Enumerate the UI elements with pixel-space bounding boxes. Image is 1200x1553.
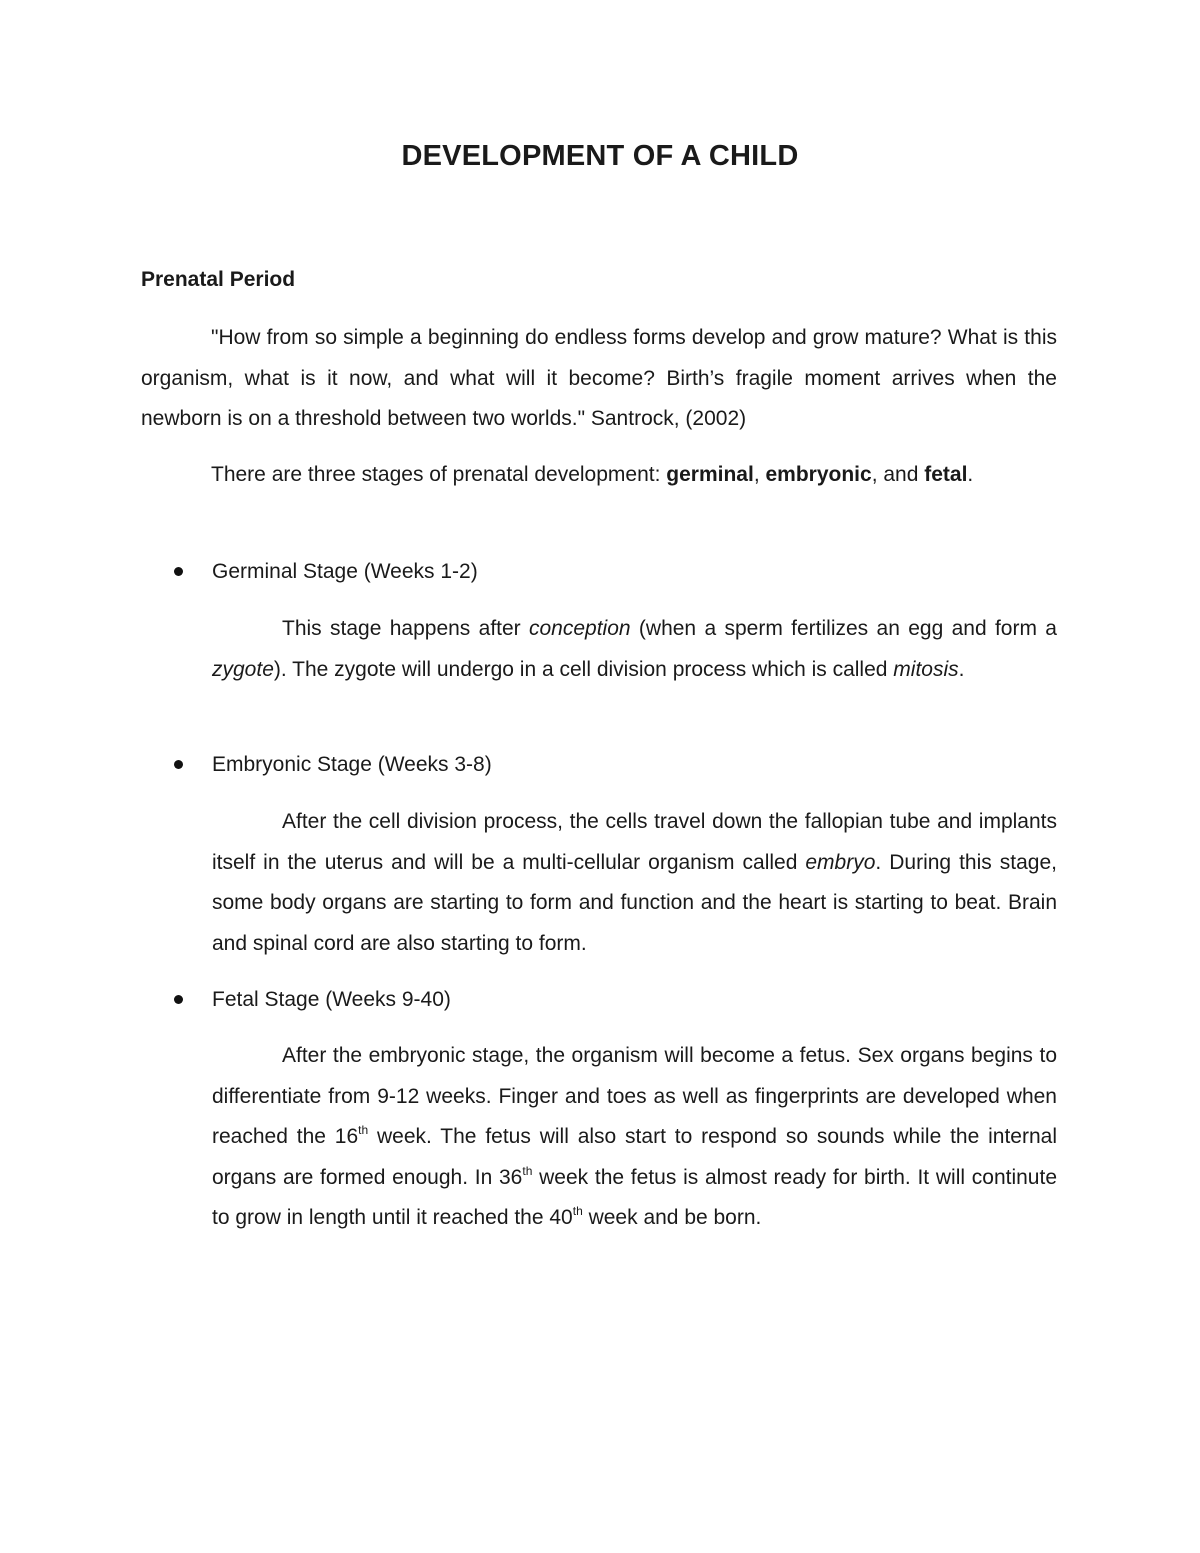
opening-quote — [141, 318, 1057, 440]
germinal-description — [212, 609, 1057, 690]
bullet-dot-icon — [174, 760, 183, 769]
embryonic-text-2: . During this stage, some body organs are starting to form and function and the heart is starting to beat. Brain and spinal cord are also starting to form. — [212, 850, 1057, 955]
term-mitosis: mitosis — [893, 657, 959, 681]
germinal-text-1: This stage happens after — [282, 617, 529, 640]
embryonic-text-1: After the cell division process, the cells travel down the fallopian tube and implants itself in the uterus and will be a multi-cellular organism called — [212, 810, 1057, 874]
ordinal-suffix: th — [522, 1163, 533, 1178]
fetal-text-4: week and be born. — [582, 1206, 762, 1229]
section-heading: Prenatal Period — [141, 268, 296, 291]
embryonic-description — [212, 802, 1057, 964]
germinal-text-4: . — [958, 657, 965, 681]
intro-paragraph — [141, 455, 1057, 496]
fetal-text-1: After the embryonic stage, the organism will become a fetus. Sex organs begins to differentiate from 9-12 weeks. Finger and toes as well as fingerprints are developed when reached the 16 — [212, 1044, 1057, 1148]
term-zygote: zygote — [212, 657, 274, 681]
quote-text: "How from so simple a beginning do endless forms develop and grow mature? What is this organism, what is it now, and what will it become? Birth’s fragile moment arrives when the newborn is on a threshold between two worlds." Santrock, (2002) — [141, 326, 1057, 430]
stage-heading-fetal: Fetal Stage (Weeks 9-40) — [212, 988, 451, 1011]
ordinal-suffix: th — [572, 1204, 583, 1218]
intro-sep-2: , and — [871, 463, 925, 486]
germinal-text-2: (when a sperm fertilizes an egg and form a — [630, 617, 1057, 640]
term-germinal: germinal — [666, 463, 754, 486]
fetal-text-2: week. The fetus will also start to respond so sounds while the internal organs are formed enough. In 36 — [212, 1125, 1057, 1189]
fetal-text-3: week the fetus is almost ready for birth. It will continute to grow in length until it reached the 40 — [212, 1165, 1057, 1229]
intro-sep-1: , — [753, 463, 766, 486]
document-title: DEVELOPMENT OF A CHILD — [401, 140, 799, 172]
intro-end: . — [967, 463, 974, 486]
ordinal-suffix: th — [358, 1123, 369, 1137]
fetal-description — [212, 1036, 1057, 1239]
intro-text: There are three stages of prenatal development: — [211, 463, 667, 486]
bullet-dot-icon — [174, 567, 183, 576]
germinal-text-3: ). The zygote will undergo in a cell division process which is called — [273, 657, 894, 681]
term-fetal: fetal — [924, 463, 968, 486]
stage-heading-embryonic: Embryonic Stage (Weeks 3-8) — [212, 753, 492, 776]
stage-heading-germinal: Germinal Stage (Weeks 1-2) — [212, 560, 478, 583]
bullet-dot-icon — [174, 995, 183, 1004]
term-embryo: embryo — [805, 850, 876, 874]
term-embryonic: embryonic — [765, 463, 872, 486]
term-conception: conception — [529, 617, 631, 640]
